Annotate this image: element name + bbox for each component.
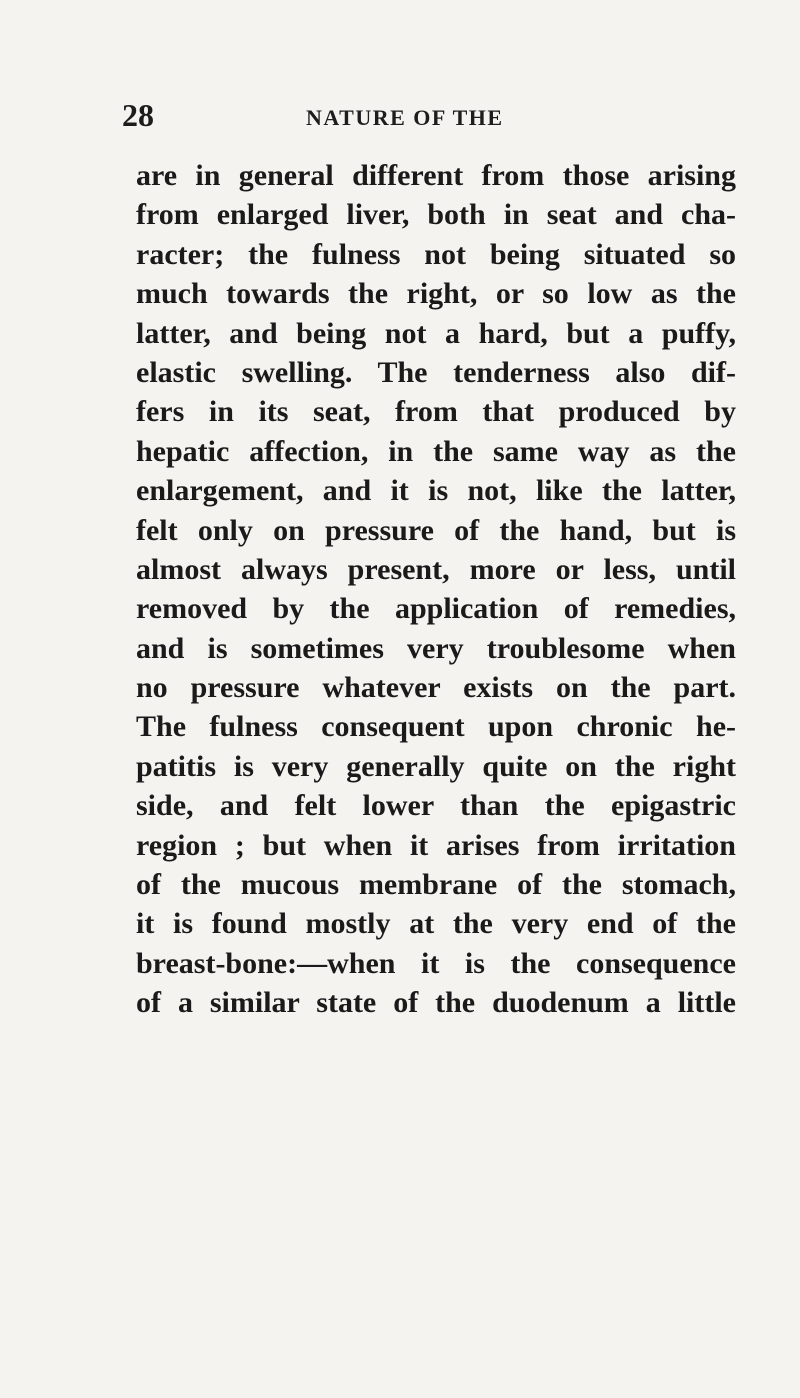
running-title: NATURE OF THE bbox=[306, 105, 504, 130]
page-number: 28 bbox=[122, 97, 154, 133]
text-line: side, and felt lower than the epigastric bbox=[136, 789, 736, 823]
text-line: removed by the application of remedies, bbox=[136, 592, 736, 626]
text-line: no pressure whatever exists on the part. bbox=[136, 671, 736, 705]
text-line: fers in its seat, from that produced by bbox=[136, 395, 736, 429]
text-line: breast-bone:—when it is the consequence bbox=[136, 946, 736, 980]
text-line: hepatic affection, in the same way as the bbox=[136, 434, 736, 468]
text-line: patitis is very generally quite on the right bbox=[136, 749, 736, 783]
text-line: much towards the right, or so low as the bbox=[136, 277, 736, 311]
running-head bbox=[0, 98, 800, 138]
text-line: The fulness consequent upon chronic he- bbox=[136, 710, 736, 744]
text-line: from enlarged liver, both in seat and cha- bbox=[136, 198, 736, 232]
body-text bbox=[136, 156, 736, 1023]
text-line: are in general different from those arising bbox=[136, 159, 736, 192]
text-line: of the mucous membrane of the stomach, bbox=[136, 868, 736, 902]
text-line: enlargement, and it is not, like the latter, bbox=[136, 474, 736, 508]
text-line: racter; the fulness not being situated so bbox=[136, 237, 736, 271]
text-line: felt only on pressure of the hand, but is bbox=[136, 513, 736, 547]
text-line: region ; but when it arises from irritation bbox=[136, 828, 736, 862]
text-line: of a similar state of the duodenum a little bbox=[136, 986, 736, 1020]
text-line: almost always present, more or less, until bbox=[136, 552, 736, 586]
text-line: elastic swelling. The tenderness also dif- bbox=[136, 355, 736, 389]
text-line: it is found mostly at the very end of the bbox=[136, 907, 736, 941]
text-line: latter, and being not a hard, but a puffy, bbox=[136, 316, 736, 350]
text-line: and is sometimes very troublesome when bbox=[136, 631, 736, 665]
